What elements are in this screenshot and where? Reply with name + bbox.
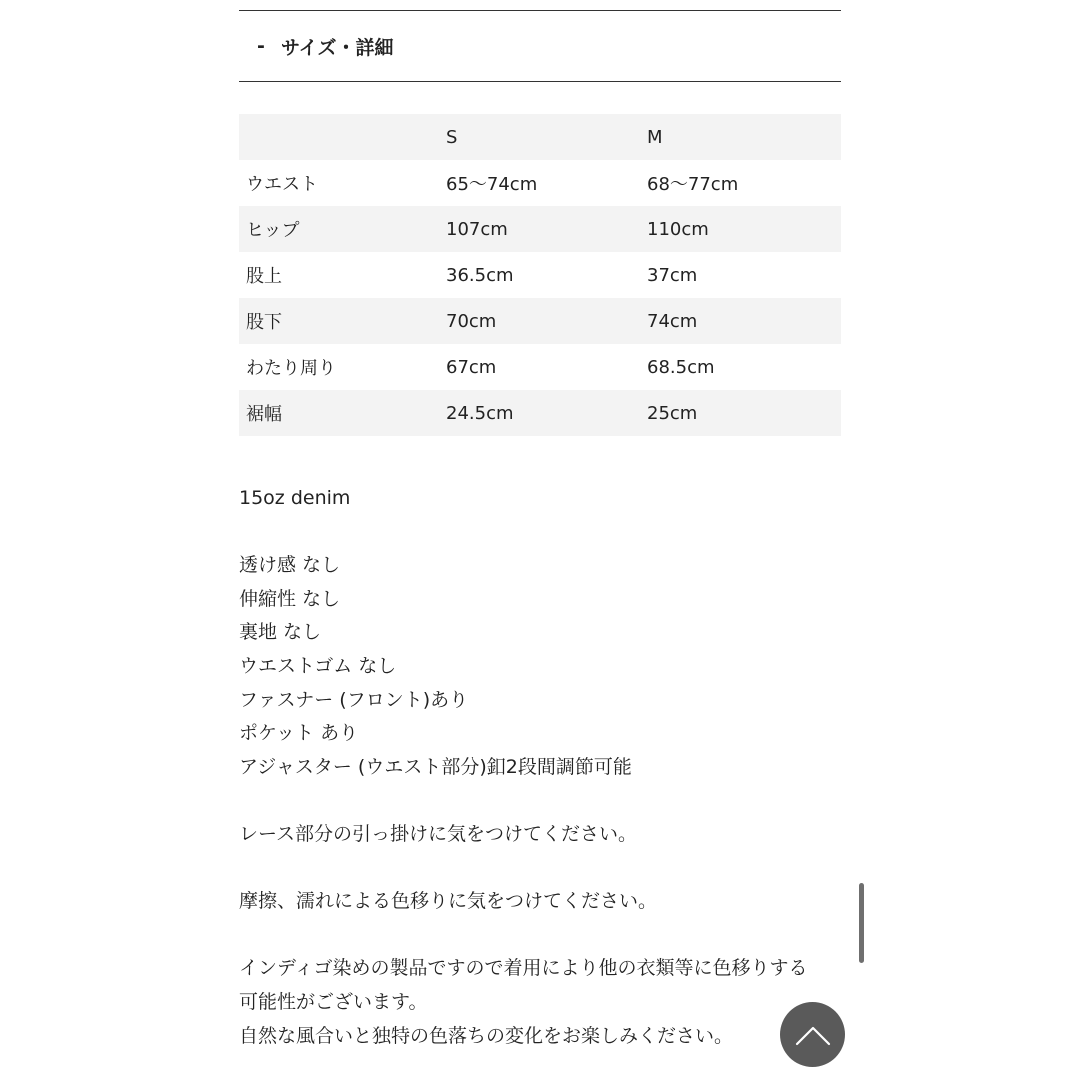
table-header-cell xyxy=(239,114,439,160)
table-row xyxy=(239,390,841,436)
table-row xyxy=(239,206,841,252)
size-table xyxy=(239,114,841,436)
table-cell: 68〜77cm xyxy=(647,174,739,195)
care-note: 可能性がございます。 xyxy=(239,990,428,1013)
spec-item: 伸縮性 なし xyxy=(239,587,341,610)
table-cell: 65〜74cm xyxy=(446,174,538,195)
product-description xyxy=(239,482,849,1053)
table-cell: 68.5cm xyxy=(647,356,715,378)
chevron-up-icon xyxy=(795,1024,831,1046)
section-title: サイズ・詳細 xyxy=(281,36,394,59)
table-cell: 25cm xyxy=(647,402,698,424)
spec-item: ファスナー (フロント)あり xyxy=(239,688,469,711)
table-cell: わたり周り xyxy=(246,358,336,379)
scrollbar-thumb[interactable] xyxy=(859,883,864,963)
table-cell: 74cm xyxy=(647,310,698,332)
care-note: レース部分の引っ掛けに気をつけてください。 xyxy=(239,822,638,845)
table-cell: 24.5cm xyxy=(446,402,514,424)
size-details-accordion-header[interactable] xyxy=(239,10,841,82)
table-header-cell: S xyxy=(446,126,458,148)
table-cell: 70cm xyxy=(446,310,497,332)
spec-item: ポケット あり xyxy=(239,722,359,745)
back-to-top-button[interactable] xyxy=(780,1002,845,1067)
table-cell: ウエスト xyxy=(246,174,318,195)
fabric-text: 15oz denim xyxy=(239,487,351,509)
table-cell: 36.5cm xyxy=(446,264,514,286)
care-note: インディゴ染めの製品ですので着用により他の衣類等に色移りする xyxy=(239,957,808,980)
table-cell: 37cm xyxy=(647,264,698,286)
table-header-cell: M xyxy=(647,126,663,148)
table-row xyxy=(239,160,841,206)
table-cell: 股下 xyxy=(246,312,282,333)
table-cell: 110cm xyxy=(647,218,709,240)
table-cell: ヒップ xyxy=(246,220,300,241)
spec-item: ウエストゴム なし xyxy=(239,654,397,677)
care-note: 摩擦、濡れによる色移りに気をつけてください。 xyxy=(239,890,658,913)
table-row xyxy=(239,344,841,390)
collapse-toggle[interactable]: - xyxy=(257,35,265,57)
table-cell: 107cm xyxy=(446,218,508,240)
spec-item: 裏地 なし xyxy=(239,621,322,644)
table-row xyxy=(239,298,841,344)
care-note: 自然な風合いと独特の色落ちの変化をお楽しみください。 xyxy=(239,1024,734,1047)
table-header-row xyxy=(239,114,841,160)
spec-item: 透け感 なし xyxy=(239,554,341,577)
table-cell: 67cm xyxy=(446,356,497,378)
table-row xyxy=(239,252,841,298)
table-cell: 股上 xyxy=(246,266,282,287)
spec-item: アジャスター (ウエスト部分)釦2段間調節可能 xyxy=(239,755,632,778)
table-cell: 裾幅 xyxy=(246,404,282,425)
